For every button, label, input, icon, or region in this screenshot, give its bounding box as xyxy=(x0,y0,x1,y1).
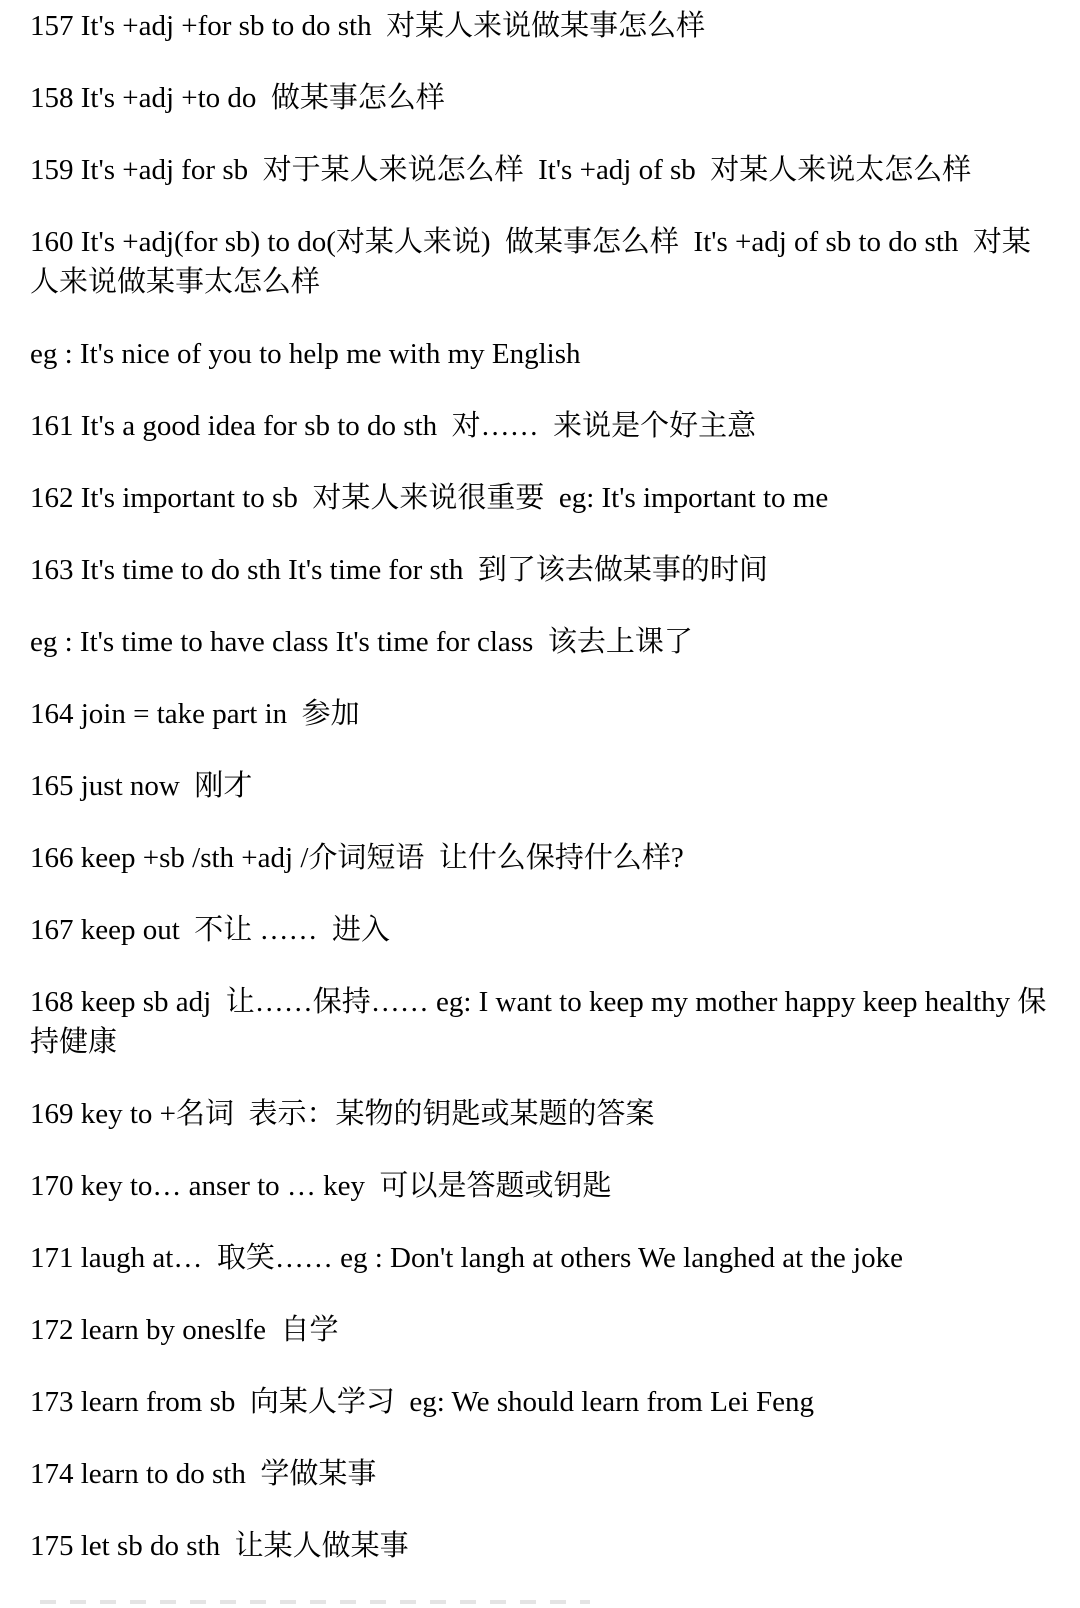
entry-167: 167 keep out 不让 …… 进入 xyxy=(30,914,391,946)
entry-168: 168 keep sb adj 让……保持…… eg: I want to keep my mother happy keep healthy 保持健康 xyxy=(30,986,1047,1058)
entry-166: 166 keep +sb /sth +adj /介词短语 让什么保持什么样? xyxy=(30,842,684,874)
entry-163: 163 It's time to do sth It's time for sth 到了该去做某事的时间 xyxy=(30,554,768,586)
entry-171: 171 laugh at… 取笑…… eg : Don't langh at others We langhed at the joke xyxy=(30,1242,903,1274)
entry-161: 161 It's a good idea for sb to do sth 对…… 来说是个好主意 xyxy=(30,410,757,442)
entry-169: 169 key to +名词 表示：某物的钥匙或某题的答案 xyxy=(30,1098,655,1130)
entry-159: 159 It's +adj for sb 对于某人来说怎么样 It's +adj of sb 对某人来说太怎么样 xyxy=(30,154,972,186)
entry-174: 174 learn to do sth 学做某事 xyxy=(30,1458,377,1490)
entry-example-nice-of-you: eg : It's nice of you to help me with my English xyxy=(30,338,581,370)
entry-157: 157 It's +adj +for sb to do sth 对某人来说做某事怎么样 xyxy=(30,10,706,42)
entry-175: 175 let sb do sth 让某人做某事 xyxy=(30,1530,409,1562)
entry-160: 160 It's +adj(for sb) to do(对某人来说) 做某事怎么样 It's +adj of sb to do sth 对某人来说做某事太怎么样 xyxy=(30,226,1031,298)
entry-164: 164 join = take part in 参加 xyxy=(30,698,360,730)
entry-162: 162 It's important to sb 对某人来说很重要 eg: It's important to me xyxy=(30,482,829,514)
entry-example-time-for-class: eg : It's time to have class It's time for class 该去上课了 xyxy=(30,626,693,658)
clipped-next-line-remnant xyxy=(40,1600,590,1604)
entry-172: 172 learn by oneslfe 自学 xyxy=(30,1314,339,1346)
entry-170: 170 key to… anser to … key 可以是答题或钥匙 xyxy=(30,1170,612,1202)
entry-173: 173 learn from sb 向某人学习 eg: We should learn from Lei Feng xyxy=(30,1386,815,1418)
entry-158: 158 It's +adj +to do 做某事怎么样 xyxy=(30,82,445,114)
entry-165: 165 just now 刚才 xyxy=(30,770,253,802)
